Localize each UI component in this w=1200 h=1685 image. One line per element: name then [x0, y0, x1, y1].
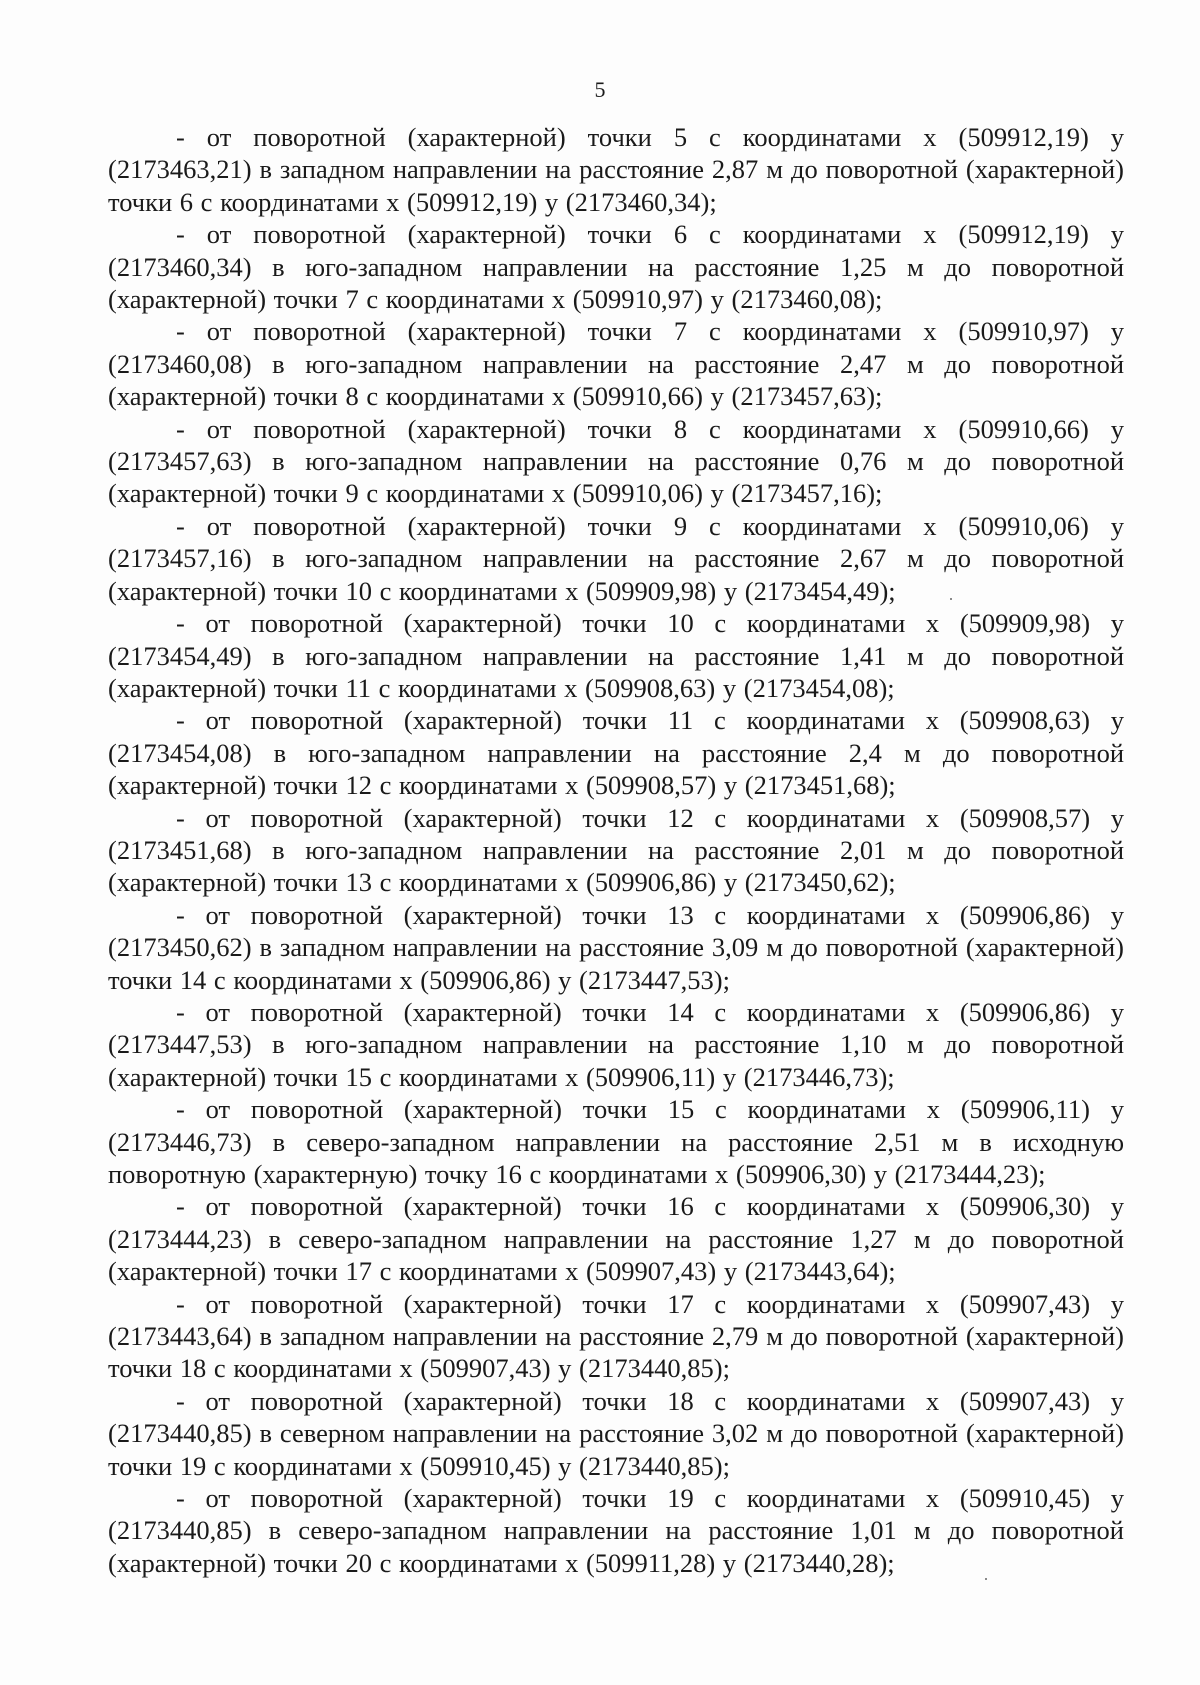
paragraph-point-5: - от поворотной (характерной) точки 5 с координатами x (509912,19) y (2173463,21) в западном направлении на расстояние 2,87 м до поворотной (характерной) точки 6 с координатами x (509912,19) y (2173460,34); [108, 122, 1124, 217]
paragraph-point-16: - от поворотной (характерной) точки 16 с координатами x (509906,30) y (2173444,23) в северо-западном направлении на расстояние 1,27 м до поворотной (характерной) точки 17 с координатами x (509907,43) y (2173443,64); [108, 1191, 1124, 1287]
paragraph-point-11: - от поворотной (характерной) точки 11 с координатами x (509908,63) y (2173454,08) в юго-западном направлении на расстояние 2,4 м до поворотной (характерной) точки 12 с координатами x (509908,57) y (2173451,68); [108, 705, 1124, 801]
page-number: 5 [594, 77, 606, 102]
paragraph-point-18: - от поворотной (характерной) точки 18 с координатами x (509907,43) y (2173440,85) в северном направлении на расстояние 3,02 м до поворотной (характерной) точки 19 с координатами x (509910,45) y (2173440,85); [108, 1385, 1124, 1481]
scan-speck [985, 1578, 987, 1580]
paragraph-point-12: - от поворотной (характерной) точки 12 с координатами x (509908,57) y (2173451,68) в юго-западном направлении на расстояние 2,01 м до поворотной (характерной) точки 13 с координатами x (509906,86) y (2173450,62); [108, 802, 1124, 898]
paragraph-point-19: - от поворотной (характерной) точки 19 с координатами x (509910,45) y (2173440,85) в северо-западном направлении на расстояние 1,01 м до поворотной (характерной) точки 20 с координатами x (509911,28) y (2173440,28); [108, 1483, 1124, 1578]
paragraph-point-15: - от поворотной (характерной) точки 15 с координатами x (509906,11) y (2173446,73) в северо-западном направлении на расстояние 2,51 м в исходную поворотную (характерную) точку 16 с координатами x (509906,30) y (2173444,23); [108, 1094, 1124, 1189]
scan-speck [950, 598, 952, 600]
paragraph-point-10: - от поворотной (характерной) точки 10 с координатами x (509909,98) y (2173454,49) в юго-западном направлении на расстояние 1,41 м до поворотной (характерной) точки 11 с координатами x (509908,63) y (2173454,08); [108, 608, 1124, 703]
paragraph-point-6: - от поворотной (характерной) точки 6 с координатами x (509912,19) y (2173460,34) в юго-западном направлении на расстояние 1,25 м до поворотной (характерной) точки 7 с координатами x (509910,97) y (2173460,08); [108, 219, 1124, 315]
paragraph-point-7: - от поворотной (характерной) точки 7 с координатами x (509910,97) y (2173460,08) в юго-западном направлении на расстояние 2,47 м до поворотной (характерной) точки 8 с координатами x (509910,66) y (2173457,63); [108, 316, 1124, 412]
paragraph-point-9: - от поворотной (характерной) точки 9 с координатами x (509910,06) y (2173457,16) в юго-западном направлении на расстояние 2,67 м до поворотной (характерной) точки 10 с координатами x (509909,98) y (2173454,49); [108, 510, 1124, 606]
paragraph-point-13: - от поворотной (характерной) точки 13 с координатами x (509906,86) y (2173450,62) в западном направлении на расстояние 3,09 м до поворотной (характерной) точки 14 с координатами x (509906,86) y (2173447,53); [108, 899, 1124, 995]
document-body [108, 121, 1124, 1579]
paragraph-point-8: - от поворотной (характерной) точки 8 с координатами x (509910,66) y (2173457,63) в юго-западном направлении на расстояние 0,76 м до поворотной (характерной) точки 9 с координатами x (509910,06) y (2173457,16); [108, 413, 1124, 509]
paragraph-point-17: - от поворотной (характерной) точки 17 с координатами x (509907,43) y (2173443,64) в западном направлении на расстояние 2,79 м до поворотной (характерной) точки 18 с координатами x (509907,43) y (2173440,85); [108, 1288, 1124, 1384]
paragraph-point-14: - от поворотной (характерной) точки 14 с координатами x (509906,86) y (2173447,53) в юго-западном направлении на расстояние 1,10 м до поворотной (характерной) точки 15 с координатами x (509906,11) y (2173446,73); [108, 996, 1124, 1092]
